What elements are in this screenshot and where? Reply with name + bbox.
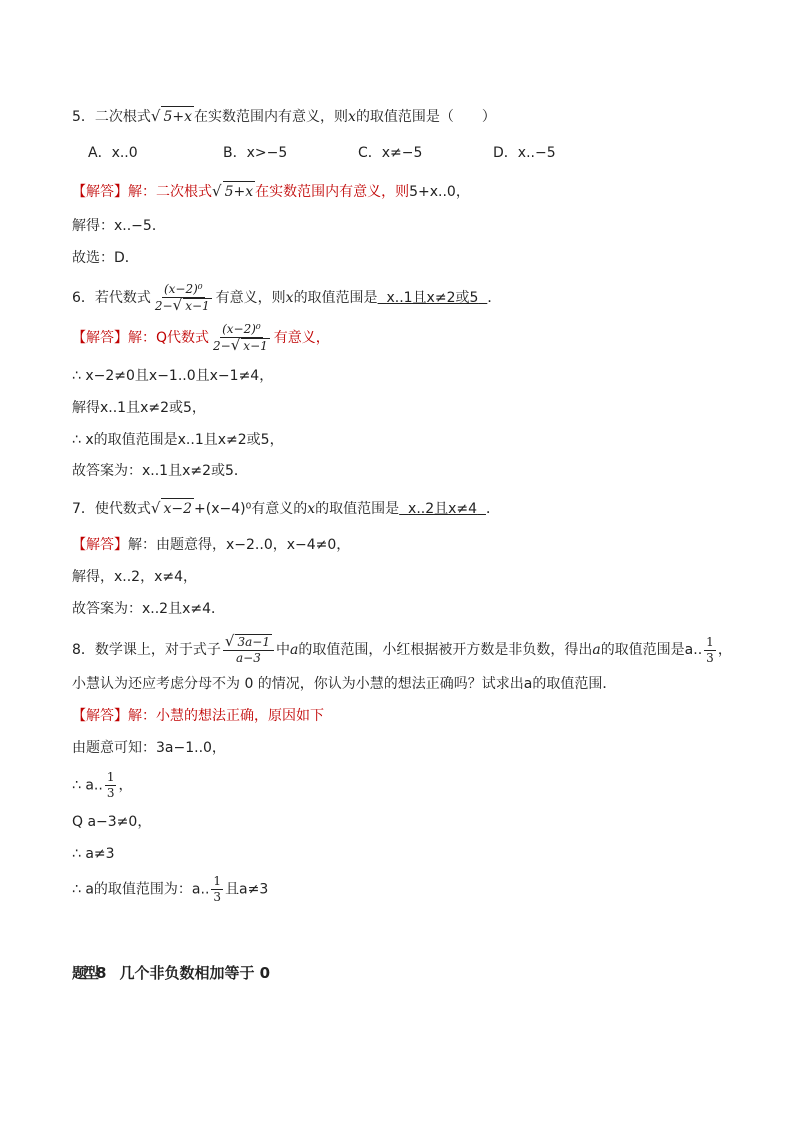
- q7-stem: 7．使代数式√ x−2 +(x−4)⁰有意义的x的取值范围是 x..2且x≠4 ．: [72, 499, 500, 517]
- q8-stem-post2: 的取值范围是a..: [600, 642, 703, 658]
- q8-line2: 由题意可知：3a−1..0，: [72, 740, 226, 756]
- q8-line6-post: 且a≠3: [225, 881, 269, 898]
- q8-line3-pre: ∴ a..: [72, 777, 103, 794]
- q6-line4: ∴ x的取值范围是x..1且x≠2或5，: [72, 432, 284, 448]
- q6-stem-post: 的取值范围是: [293, 290, 378, 306]
- q5-option-b: B．x>−5: [223, 145, 288, 161]
- q6-answer: [72, 322, 330, 354]
- q6-blank-answer: x..1且x≠2或5: [386, 290, 479, 306]
- sqrt-symbol: √: [150, 499, 161, 517]
- q6-fraction: [153, 282, 214, 314]
- q8-num-radicand: 3a−1: [237, 635, 270, 649]
- section-title: 几个非负数相加等于 0: [119, 964, 271, 982]
- q5-option-d: D．x..−5: [493, 145, 556, 161]
- q5-ans-mid: 在实数范围内有意义，则: [255, 184, 410, 200]
- q6-ans-pre: 解：Q代数式: [128, 330, 210, 346]
- q8-l6-den: 3: [213, 890, 222, 904]
- q7-radicand: x−2: [161, 498, 194, 519]
- q5-stem-text: 5．二次根式: [72, 109, 151, 125]
- q8-third: [704, 635, 716, 666]
- q7-answer: [72, 535, 350, 555]
- q6-blank: [378, 290, 488, 306]
- section-heading: [72, 962, 270, 983]
- sqrt-symbol: √: [224, 632, 235, 650]
- q8-l3-den: 3: [106, 786, 115, 800]
- sqrt-symbol: √: [212, 182, 222, 200]
- q8-line3: ∴ a.. $\frac{1}{3}$ ，: [72, 770, 133, 800]
- q6-ans-fraction: [211, 322, 272, 354]
- q6-var: x: [285, 290, 294, 306]
- q8-third-num: 1: [706, 634, 714, 649]
- q8-stem-line2: 小慧认为还应考虑分母不为 0 的情况，你认为小慧的想法正确吗？试求出a的取值范围．: [72, 676, 617, 692]
- answer-tag: 【解答】: [72, 184, 128, 200]
- q6-ans-frac-den: [211, 338, 272, 354]
- q5-stem-post: 的取值范围是（ ）: [355, 109, 496, 125]
- q6-den-radicand: x−1: [185, 299, 210, 313]
- q8-var: a: [289, 642, 299, 658]
- q5-solve-line: 解得：x..−5．: [72, 218, 166, 234]
- q6-ans-den-radicand: x−1: [243, 339, 268, 353]
- q7-stem-post: 的取值范围是: [315, 501, 400, 517]
- section-label: 题型8: [72, 964, 104, 982]
- sqrt-symbol: √: [230, 336, 241, 354]
- q8-ans-text: 解：小慧的想法正确，原因如下: [128, 708, 324, 724]
- q8-line3-third: [105, 770, 117, 801]
- q8-stem-mid: 中: [275, 642, 290, 658]
- q7-blank-answer: x..2且x≠4: [408, 501, 478, 517]
- q8-frac-num: [223, 634, 274, 651]
- q5-choice-line: 故选：D．: [72, 250, 139, 266]
- sqrt-symbol: √: [150, 107, 161, 125]
- q6-line2: ∴ x−2≠0且x−1..0且x−1≠4，: [72, 368, 274, 384]
- q8-line4: Q a−3≠0，: [72, 814, 152, 830]
- q7-ans-text: 解：由题意得，x−2..0，x−4≠0，: [128, 537, 351, 553]
- q6-stem-pre: 6．若代数式: [72, 290, 151, 306]
- sqrt-symbol: √: [172, 296, 183, 314]
- q8-stem: 8．数学课上，对于式子 $\frac{√ 3a-1}{a-3}$ 中a的取值范围，小红根据被开方数是非负数，得出a的取值范围是a.. $\frac{1}{3}$ ，: [72, 632, 732, 665]
- q8-answer: [72, 706, 324, 726]
- q6-stem-mid: 有意义，则: [215, 290, 286, 306]
- answer-tag: 【解答】: [72, 330, 128, 346]
- q5-var: x: [348, 109, 356, 125]
- q8-var-2: a: [592, 642, 601, 658]
- q8-stem-post: 的取值范围，小红根据被开方数是非负数，得出: [298, 642, 593, 658]
- q6-line3: 解得x..1且x≠2或5，: [72, 400, 206, 416]
- q5-stem-mid: 在实数范围内有意义，则: [194, 109, 349, 125]
- q5-stem: [72, 106, 496, 127]
- q6-stem: 6．若代数式 $\frac{\text{(x−2)⁰}}{2-√ x-1}$ 有意义，则x的取值范围是 x..1且x≠2或5 ．: [72, 282, 502, 314]
- answer-tag: 【解答】: [72, 708, 128, 724]
- q8-third-den: 3: [706, 650, 714, 665]
- q7-var: x: [307, 501, 316, 517]
- q5-ans-expr: 5+x..0，: [409, 184, 470, 200]
- q5-option-a: A．x..0: [88, 145, 138, 161]
- q5-option-c: C．x≠−5: [358, 145, 423, 161]
- q8-stem-pre: 8．数学课上，对于式子: [72, 642, 221, 658]
- q6-line5: 故答案为：x..1且x≠2或5．: [72, 463, 248, 479]
- q6-ans-frac-num: (x−2)⁰: [222, 322, 261, 336]
- answer-tag: 【解答】: [72, 537, 128, 553]
- q8-line6-pre: ∴ a的取值范围为：a..: [72, 881, 210, 898]
- q7-line2: 解得，x..2，x≠4，: [72, 569, 198, 585]
- q7-line3: 故答案为：x..2且x≠4．: [72, 601, 226, 617]
- q7-stem-mid: +(x−4)⁰有意义的: [194, 501, 308, 517]
- q8-line5: ∴ a≠3: [72, 846, 115, 862]
- q7-blank: [399, 501, 486, 517]
- q8-line6: [72, 874, 268, 905]
- q5-options: [88, 143, 628, 163]
- q6-ans-post: 有意义，: [273, 330, 330, 346]
- q8-frac-den: a−3: [236, 651, 261, 665]
- q8-fraction: [223, 634, 274, 666]
- q8-line6-third: [211, 874, 223, 905]
- q6-den-pre: 2−: [154, 299, 173, 313]
- q5-ans-radicand: 5+x: [223, 181, 256, 202]
- q6-frac-num: (x−2)⁰: [163, 282, 203, 296]
- q5-ans-pre: 解：二次根式: [128, 184, 212, 200]
- q7-stem-pre: 7．使代数式: [72, 501, 151, 517]
- q6-ans-den-pre: 2−: [213, 339, 231, 353]
- q5-radicand: 5+x: [161, 106, 194, 127]
- q8-l6-num: 1: [213, 874, 222, 888]
- q5-answer: [72, 181, 470, 202]
- q6-frac-den: [153, 298, 214, 314]
- q8-l3-num: 1: [106, 770, 115, 784]
